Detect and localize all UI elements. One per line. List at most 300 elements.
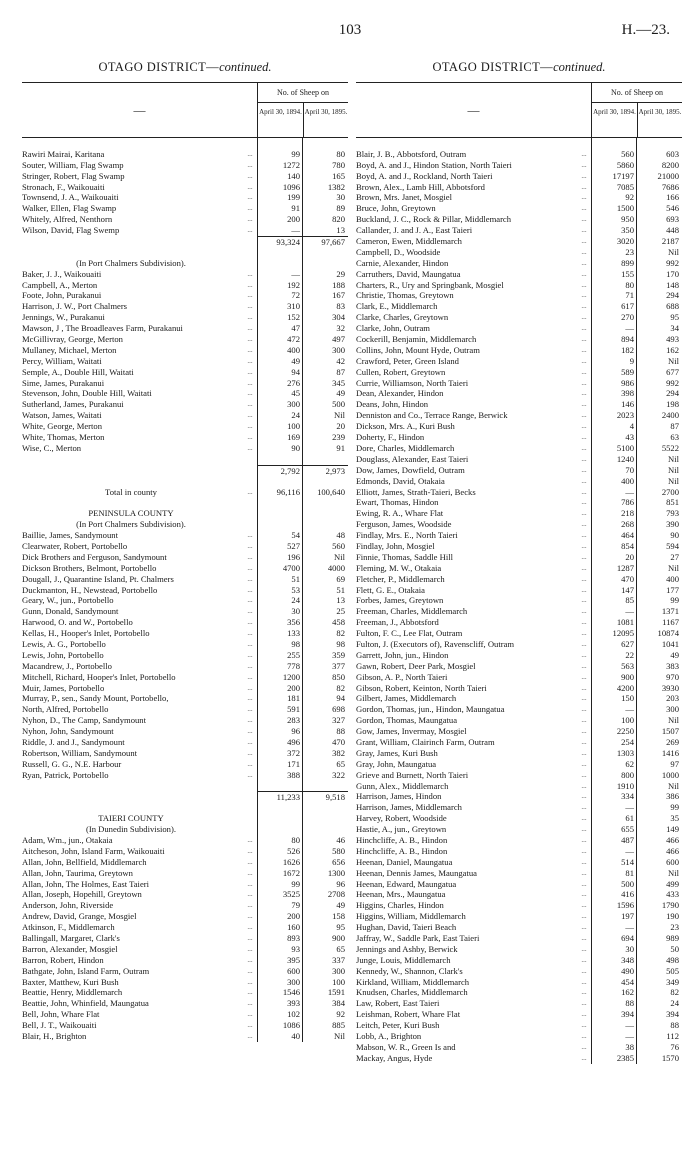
sheep-count-1894: 99 — [291, 878, 300, 889]
leader-dots: ... — [581, 563, 587, 572]
sheep-count-1894: 1500 — [616, 203, 634, 214]
sheep-count-1894: 283 — [287, 715, 300, 726]
table-row — [356, 857, 682, 868]
leader-dots: ... — [581, 335, 587, 344]
sheep-count-1895: 165 — [332, 170, 345, 181]
sheep-count-1894: 146 — [621, 399, 634, 410]
sheep-count-1895: 95 — [336, 922, 345, 933]
table-row — [22, 323, 348, 334]
owner-name: Gunn, Donald, Sandymount — [22, 606, 119, 617]
leader-dots: ... — [581, 737, 587, 746]
sheep-count-1894: 400 — [621, 475, 634, 486]
leader-dots: ... — [581, 607, 587, 616]
owner-name: Dow, James, Dowfield, Outram — [356, 464, 465, 475]
sheep-count-1895: 600 — [666, 856, 679, 867]
sheep-count-1895: 466 — [666, 835, 679, 845]
year-1895-header: April 30, 1895. — [303, 103, 348, 137]
leader-dots: ... — [247, 727, 253, 736]
sheep-count-1895: 1300 — [327, 867, 345, 878]
sheep-count-1895: 400 — [666, 573, 679, 584]
owner-name: Souter, William, Flag Swamp — [22, 159, 124, 170]
leader-dots: ... — [247, 879, 253, 888]
leader-dots — [242, 236, 258, 247]
table-row — [22, 857, 348, 868]
sheep-count-1894: 17197 — [612, 170, 634, 181]
owner-name: Mackay, Angus, Hyde — [356, 1052, 433, 1063]
sheep-count-1895: 13 — [336, 595, 345, 606]
sheep-count-1894: 400 — [287, 344, 300, 355]
leader-dots: ... — [247, 269, 253, 278]
table-row — [22, 312, 348, 323]
leader-dots: ... — [581, 803, 587, 812]
leader-dots: ... — [247, 563, 253, 572]
leader-dots: ... — [581, 443, 587, 452]
owner-name: Clearwater, Robert, Portobello — [22, 540, 128, 551]
sheep-count-1895: 1570 — [661, 1052, 679, 1063]
table-row — [356, 1053, 682, 1064]
owner-name: Bruce, John, Greytown — [356, 203, 436, 214]
sheep-count-1894: 372 — [287, 747, 300, 758]
owner-name: Fulton, J. (Executors of), Ravenscliff, Outram — [356, 638, 515, 649]
sheep-count-1894: 487 — [621, 835, 634, 845]
owner-name: Hughan, David, Taieri Beach — [356, 922, 457, 933]
table-row — [356, 726, 682, 737]
leader-dots: ... — [581, 552, 587, 561]
owner-name: Harrison, James, Hindon — [356, 791, 442, 802]
leader-dots: ... — [247, 737, 253, 746]
table-row — [22, 628, 348, 639]
sheep-count-1895: 76 — [670, 1041, 679, 1052]
sheep-count-1894: 80 — [625, 279, 634, 290]
sheep-count-1894: 514 — [621, 856, 634, 867]
table-row — [356, 323, 682, 334]
sheep-count-1894: 30 — [291, 606, 300, 617]
table-row — [356, 508, 682, 519]
sheep-count-1894 — [258, 519, 303, 530]
leader-dots: ... — [247, 694, 253, 703]
owner-name: Robertson, William, Sandymount — [22, 747, 138, 758]
sheep-count-1895: 2708 — [327, 889, 345, 900]
sheep-count-1894: 88 — [625, 998, 634, 1009]
sheep-count-header: No. of Sheep on — [592, 83, 682, 103]
leader-dots: ... — [581, 596, 587, 605]
sheep-count-1895: 87 — [336, 366, 345, 377]
table-row — [22, 421, 348, 432]
sheep-count-1894: 53 — [291, 584, 300, 595]
owner-name: Junge, Louis, Middlemarch — [356, 954, 451, 965]
owner-name: Dean, Alexander, Hindon — [356, 388, 444, 399]
sheep-count-1895: 158 — [332, 911, 345, 922]
sheep-count-1894: 694 — [621, 933, 634, 944]
leader-dots: ... — [581, 356, 587, 365]
owner-name: Higgins, Charles, Hindon — [356, 900, 444, 911]
owner-name: Leishman, Robert, Whare Flat — [356, 1009, 461, 1020]
owner-name: Edmonds, David, Otakaia — [356, 475, 445, 486]
sheep-count-1894: 160 — [287, 922, 300, 933]
sheep-count-1895: 8200 — [661, 159, 679, 170]
leader-dots: ... — [581, 465, 587, 474]
sheep-count-1895: 82 — [336, 682, 345, 693]
sheep-count-1894: 102 — [287, 1009, 300, 1020]
sheep-count-1894: — — [625, 802, 634, 813]
table-row — [356, 748, 682, 759]
owner-name: White, Thomas, Merton — [22, 432, 105, 443]
table-row — [22, 410, 348, 421]
leader-dots: ... — [247, 977, 253, 986]
owner-name: Ewart, Thomas, Hindon — [356, 497, 439, 508]
table-row — [356, 922, 682, 933]
subtotal-row — [22, 465, 348, 476]
sheep-count-1895: 49 — [336, 388, 345, 399]
sheep-count-1894: 393 — [287, 998, 300, 1009]
table-row — [22, 1020, 348, 1031]
sheep-count-1895: 27 — [670, 551, 679, 562]
owner-name: Mawson, J , The Broadleaves Farm, Purakanui — [22, 323, 183, 334]
owner-name: Hinchcliffe, A. B., Hindon — [356, 845, 448, 856]
table-row — [22, 149, 348, 160]
table-row — [22, 737, 348, 748]
owner-name: Campbell, D., Woodside — [356, 246, 441, 257]
table-row — [356, 781, 682, 792]
sheep-count-1895: 94 — [336, 693, 345, 704]
owner-name: Callander, J. and J. A., East Taieri — [356, 225, 473, 236]
sheep-count-1894: 71 — [625, 290, 634, 301]
section-heading — [22, 519, 348, 530]
table-row — [356, 552, 682, 563]
owner-name: Allan, John, The Holmes, East Taieri — [22, 878, 150, 889]
sheep-count-1895: Nil — [334, 410, 345, 421]
leader-dots: ... — [247, 683, 253, 692]
sheep-count-1894: 5100 — [616, 442, 634, 453]
sheep-count-1894: 894 — [621, 334, 634, 345]
owner-name: Gray, John, Maungatua — [356, 758, 437, 769]
table-row — [22, 214, 348, 225]
table-row — [356, 998, 682, 1009]
owner-name: Anderson, John, Riverside — [22, 900, 114, 911]
sheep-count-1894: 617 — [621, 301, 634, 312]
sheep-count-1895: 29 — [336, 268, 345, 279]
table-row — [22, 530, 348, 541]
owner-name: Kellas, H., Hooper's Inlet, Portobello — [22, 628, 150, 639]
sheep-count-1894: — — [291, 225, 300, 236]
table-row — [22, 900, 348, 911]
leader-dots: ... — [247, 988, 253, 997]
sheep-count-1895: 166 — [666, 192, 679, 203]
table-row — [356, 1042, 682, 1053]
table-row — [356, 791, 682, 802]
subtotal-row — [22, 791, 348, 802]
owner-name: Ewing, R. A., Whare Flat — [356, 508, 444, 519]
leader-dots: ... — [581, 705, 587, 714]
owner-name: Dickson, Mrs. A., Kuri Bush — [356, 421, 455, 432]
leader-dots: ... — [581, 258, 587, 267]
sheep-count-1894: 3020 — [616, 236, 634, 247]
owner-name: Dickson Brothers, Belmont, Portobello — [22, 562, 157, 573]
sheep-count-1895: 9,518 — [303, 791, 348, 802]
table-row — [356, 171, 682, 182]
sheep-count-1895: 5522 — [661, 442, 679, 453]
table-row — [22, 944, 348, 955]
sheep-count-1894: 196 — [287, 551, 300, 562]
leader-dots: ... — [581, 520, 587, 529]
leader-dots: ... — [247, 955, 253, 964]
spacer — [22, 247, 348, 258]
sheep-count-1894: 49 — [291, 355, 300, 366]
sheep-count-1895: 300 — [332, 344, 345, 355]
table-row — [356, 737, 682, 748]
table-row — [356, 214, 682, 225]
table-row — [22, 715, 348, 726]
owner-name: Cullen, Robert, Greytown — [356, 366, 446, 377]
table-row — [22, 585, 348, 596]
owner-name: McGillivray, George, Merton — [22, 334, 123, 345]
table-row — [356, 802, 682, 813]
leader-dots: ... — [581, 1053, 587, 1062]
sheep-count-1894: 182 — [621, 344, 634, 355]
sheep-count-1895: 177 — [666, 584, 679, 595]
owner-name: Mabson, W. R., Green Is and — [356, 1041, 456, 1052]
leader-dots: ... — [581, 650, 587, 659]
sheep-count-1894: 800 — [621, 769, 634, 780]
owner-name: Gibson, A. P., North Taieri — [356, 671, 448, 682]
sheep-count-1894: 199 — [287, 192, 300, 203]
owner-name: Wilson, David, Flag Swemp — [22, 225, 120, 236]
owner-name: Brown, Mrs. Janet, Mosgiel — [356, 192, 452, 203]
sheep-count-1894: 5860 — [616, 159, 634, 170]
sheep-count-1894: 80 — [291, 835, 300, 845]
sheep-count-1895: 87 — [670, 421, 679, 432]
sheep-count-header: No. of Sheep on — [258, 83, 348, 103]
table-row — [22, 541, 348, 552]
sheep-count-1895: 851 — [666, 497, 679, 508]
leader-dots: ... — [581, 160, 587, 169]
sheep-count-1895: 149 — [666, 824, 679, 835]
section-heading — [22, 508, 348, 519]
sheep-count-1894: 4 — [629, 421, 634, 432]
sheep-count-1895: 992 — [666, 377, 679, 388]
table-row — [22, 759, 348, 770]
sheep-count-1895: 327 — [332, 715, 345, 726]
owner-name: Findlay, Mrs. E., North Taieri — [356, 530, 458, 541]
table-row — [22, 356, 348, 367]
sheep-count-1895: 13 — [336, 225, 345, 236]
owner-name: Aitcheson, John, Island Farm, Waikouaiti — [22, 845, 165, 856]
sheep-count-1894: 51 — [291, 573, 300, 584]
sheep-count-1895: 32 — [336, 323, 345, 334]
table-row — [22, 955, 348, 966]
sheep-count-1894 — [258, 813, 303, 824]
table-row — [22, 650, 348, 661]
owner-name: Sime, James, Purakanui — [22, 377, 105, 388]
sheep-count-1894: 334 — [621, 791, 634, 802]
sheep-count-1894: 9 — [629, 355, 634, 366]
sheep-count-1894: 133 — [287, 628, 300, 639]
table-row — [356, 911, 682, 922]
owner-name: Carnie, Alexander, Hindon — [356, 257, 449, 268]
owner-name: Ryan, Patrick, Portobello — [22, 769, 109, 780]
sheep-count-1894: 92 — [625, 192, 634, 203]
leader-dots: ... — [581, 237, 587, 246]
sheep-count-1895: 500 — [332, 399, 345, 410]
table-row — [22, 977, 348, 988]
owner-name: Adam, Wm., jun., Otakaia — [22, 835, 113, 845]
owner-name: Gilbert, James, Middlemarch — [356, 693, 457, 704]
owner-name: Beattie, John, Whinfield, Maungatua — [22, 998, 149, 1009]
owner-name: Law, Robert, East Taieri — [356, 998, 440, 1009]
table-row — [22, 160, 348, 171]
sheep-count-1894: — — [291, 268, 300, 279]
leader-dots: ... — [581, 585, 587, 594]
sheep-count-1894: 300 — [287, 399, 300, 410]
sheep-count-1894: 893 — [287, 933, 300, 944]
sheep-count-1894: 1910 — [616, 780, 634, 791]
sheep-count-1895: 100 — [332, 976, 345, 987]
sheep-count-1894: 1303 — [616, 747, 634, 758]
owner-name: Fleming, M. W., Otakaia — [356, 562, 442, 573]
leader-dots: ... — [247, 149, 253, 158]
sheep-count-1895: 25 — [336, 606, 345, 617]
leader-dots: ... — [247, 389, 253, 398]
owner-name: Blair, J. B., Abbotsford, Outram — [356, 148, 467, 159]
sheep-count-1894: 100 — [287, 421, 300, 432]
table-row — [356, 650, 682, 661]
owner-name: Carruthers, David, Maungatua — [356, 268, 461, 279]
sheep-count-1895: 300 — [332, 965, 345, 976]
table-row — [356, 258, 682, 269]
sheep-count-1895: 1167 — [662, 617, 679, 628]
leader-dots: ... — [581, 574, 587, 583]
table-row — [356, 432, 682, 443]
sheep-count-1895: 23 — [670, 922, 679, 933]
table-row — [22, 334, 348, 345]
owner-name: Finnie, Thomas, Saddle Hill — [356, 551, 453, 562]
sheep-count-1895: 594 — [666, 540, 679, 551]
sheep-count-1895: Nil — [334, 551, 345, 562]
owner-name: Whitely, Alfred, Nenthorn — [22, 214, 113, 225]
sheep-count-1895: 7686 — [661, 181, 679, 192]
leader-dots: ... — [247, 705, 253, 714]
sheep-count-1894: 4200 — [616, 682, 634, 693]
sheep-count-1895: 48 — [336, 530, 345, 541]
sheep-count-1895: Nil — [668, 867, 679, 878]
sheep-count-1895: 1000 — [661, 769, 679, 780]
table-row — [356, 639, 682, 650]
sheep-count-1894: 96 — [291, 726, 300, 737]
owner-name: Total in county — [105, 486, 157, 497]
leader-dots: ... — [581, 291, 587, 300]
table-row — [356, 487, 682, 498]
table-row — [356, 367, 682, 378]
table-row — [356, 704, 682, 715]
owner-name: Grieve and Burnett, North Taieri — [356, 769, 469, 780]
sheep-count-1894: 93 — [291, 943, 300, 954]
owner-name: Charters, R., Ury and Springbank, Mosgiel — [356, 279, 504, 290]
owner-name — [22, 236, 242, 247]
sheep-count-1894: 854 — [621, 540, 634, 551]
section-heading — [22, 487, 348, 498]
sheep-count-1895: 698 — [332, 704, 345, 715]
table-row — [22, 280, 348, 291]
owner-name: Harwood, O. and W., Portobello — [22, 617, 133, 628]
owner-name: Mitchell, Richard, Hooper's Inlet, Portobello — [22, 671, 176, 682]
sheep-count-1895: 34 — [670, 323, 679, 334]
year-1895-header: April 30, 1895. — [637, 103, 682, 137]
sheep-count-1894: 1287 — [616, 562, 634, 573]
owner-name: Clarke, Charles, Greytown — [356, 312, 449, 323]
leader-dots: ... — [581, 857, 587, 866]
leader-dots — [242, 791, 258, 802]
leader-dots: ... — [581, 716, 587, 725]
right-table-header — [356, 82, 682, 138]
sheep-count-1894: 218 — [621, 508, 634, 519]
leader-dots: ... — [581, 541, 587, 550]
sheep-count-1895: 349 — [666, 976, 679, 987]
leader-dots: ... — [581, 672, 587, 681]
leader-dots: ... — [581, 313, 587, 322]
table-row — [22, 639, 348, 650]
table-row — [22, 922, 348, 933]
sheep-count-1894: 786 — [621, 497, 634, 508]
owner-name: Knudsen, Charles, Middlemarch — [356, 987, 468, 998]
leader-dots: ... — [247, 541, 253, 550]
owner-name: Percy, William, Waitati — [22, 355, 102, 366]
sheep-count-1894 — [258, 824, 303, 835]
sheep-count-1894: — — [625, 922, 634, 933]
table-row — [356, 541, 682, 552]
table-row — [356, 672, 682, 683]
leader-dots: ... — [581, 324, 587, 333]
section-heading — [22, 258, 348, 269]
leader-dots: ... — [247, 672, 253, 681]
sheep-count-1895: 1041 — [661, 638, 679, 649]
sheep-count-1895 — [303, 824, 348, 835]
spacer — [356, 138, 682, 149]
leader-dots: ... — [581, 694, 587, 703]
sheep-count-1894: 1626 — [282, 856, 300, 867]
sheep-count-1895: 99 — [670, 595, 679, 606]
leader-dots: ... — [247, 574, 253, 583]
leader-dots: ... — [581, 226, 587, 235]
leader-dots: ... — [581, 683, 587, 692]
owner-name: (In Port Chalmers Subdivision). — [76, 257, 186, 268]
sheep-count-1894: 655 — [621, 824, 634, 835]
owner-name: Doherty, F., Hindon — [356, 432, 425, 443]
table-row — [356, 693, 682, 704]
leader-dots — [242, 519, 258, 530]
leader-dots: ... — [247, 923, 253, 932]
sheep-count-1894: 94 — [291, 366, 300, 377]
table-row — [22, 192, 348, 203]
spacer — [22, 497, 348, 508]
sheep-count-1894: 155 — [621, 268, 634, 279]
sheep-count-1894: 20 — [625, 551, 634, 562]
table-row — [22, 661, 348, 672]
table-row — [22, 290, 348, 301]
sheep-count-1894: 79 — [291, 900, 300, 911]
leader-dots: ... — [247, 912, 253, 921]
table-row — [22, 443, 348, 454]
sheep-count-1895: 820 — [332, 214, 345, 225]
leader-dots: ... — [247, 966, 253, 975]
table-row — [356, 388, 682, 399]
leader-dots: ... — [247, 215, 253, 224]
owner-name: Brown, Alex., Lamb Hill, Abbotsford — [356, 181, 485, 192]
sheep-count-1894: 100 — [621, 715, 634, 726]
owner-name: Gray, James, Kuri Bush — [356, 747, 438, 758]
owner-name: Dick Brothers and Ferguson, Sandymount — [22, 551, 167, 562]
owner-name: Mullaney, Michael, Merton — [22, 344, 117, 355]
sheep-count-1895: 900 — [332, 933, 345, 944]
